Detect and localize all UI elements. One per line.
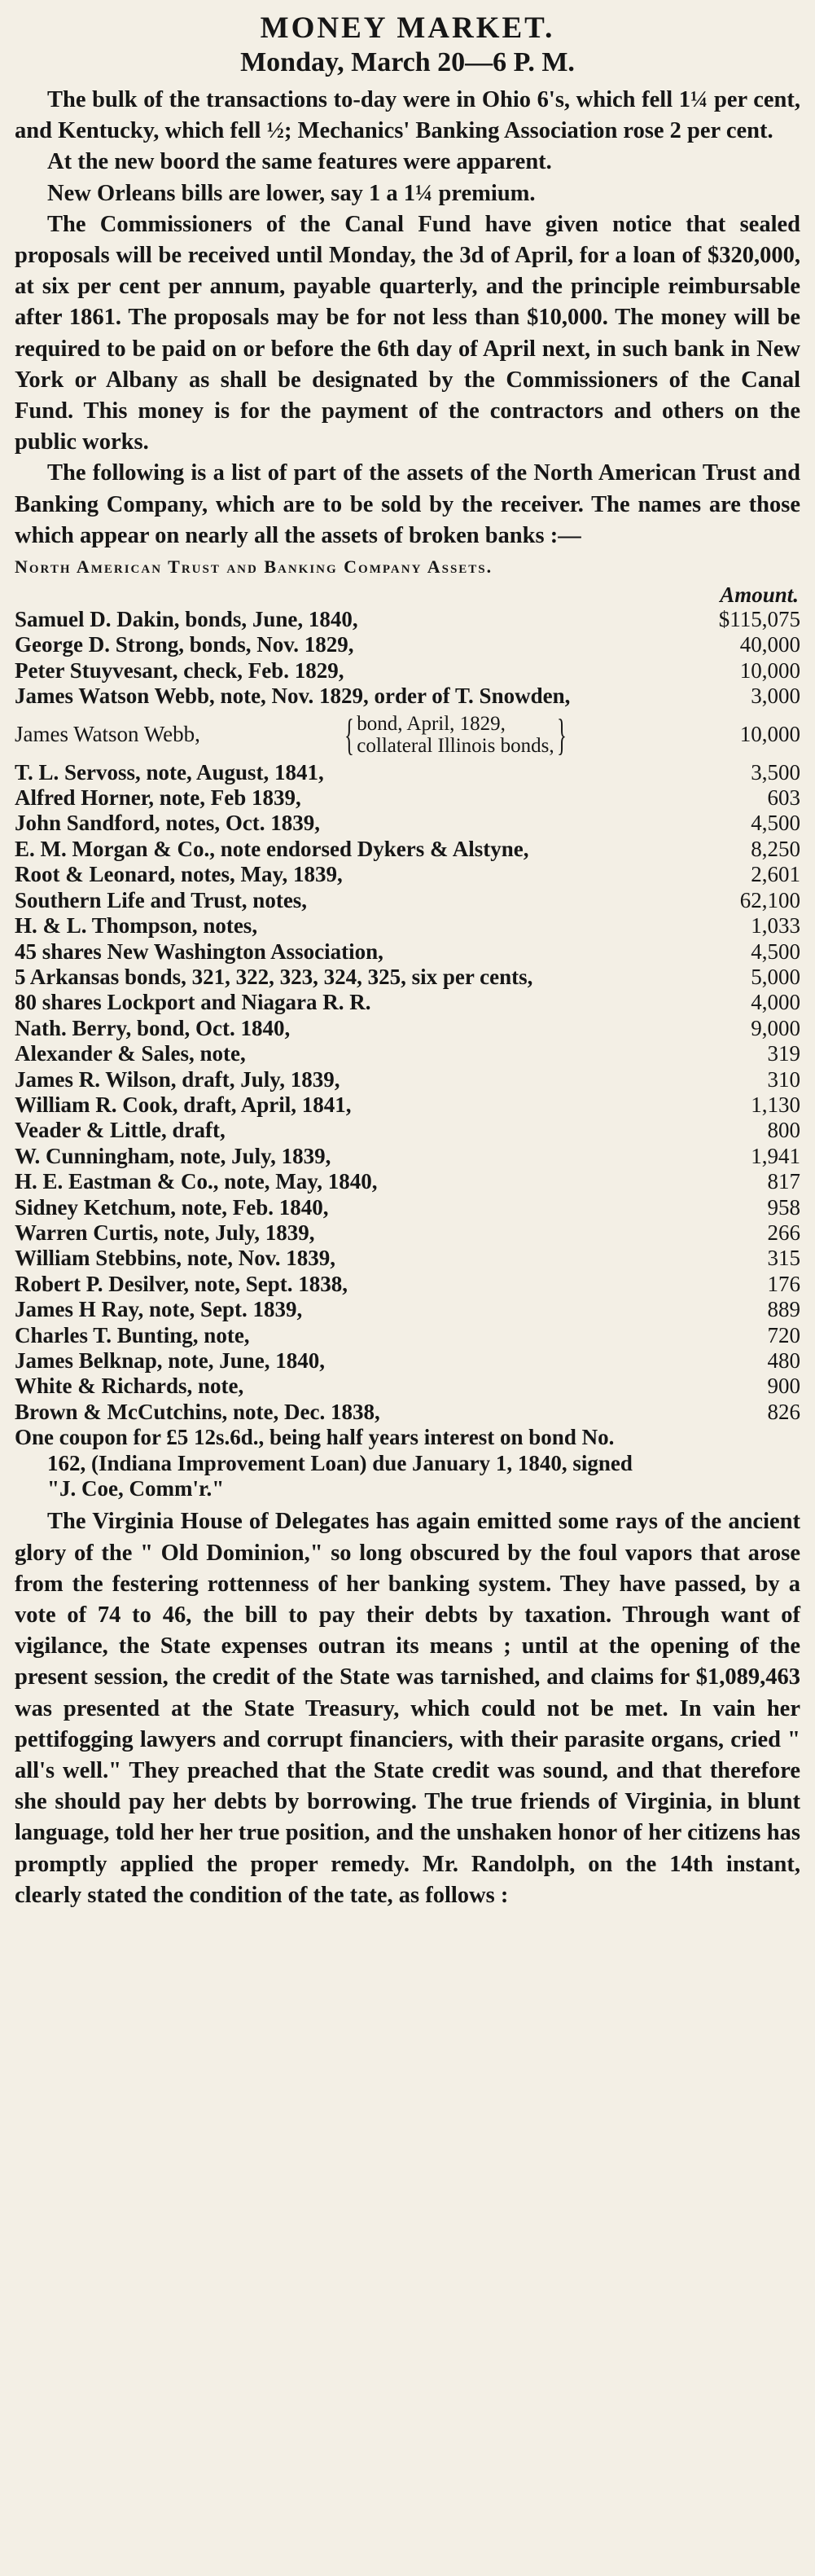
asset-row [15,965,800,990]
asset-name: Root & Leonard, notes, May, 1839, [15,862,343,887]
asset-amount: 3,000 [751,684,800,709]
asset-name: White & Richards, note, [15,1374,244,1399]
asset-row [15,1246,800,1271]
asset-name: Veader & Little, draft, [15,1118,226,1143]
asset-name: John Sandford, notes, Oct. 1839, [15,811,321,836]
asset-name: Nath. Berry, bond, Oct. 1840, [15,1015,291,1040]
asset-amount: 800 [767,1118,800,1143]
asset-row [15,1092,800,1118]
assets-heading: North American Trust and Banking Company Assets. [15,556,493,578]
asset-amount: 958 [767,1194,800,1220]
asset-name: W. Cunningham, note, July, 1839, [15,1143,331,1168]
asset-name: Peter Stuyvesant, check, Feb. 1829, [15,657,344,683]
asset-name: James Watson Webb, [15,721,200,746]
asset-amount: $115,075 [718,607,800,632]
asset-row [15,862,800,887]
asset-row [15,1348,800,1374]
asset-list [15,607,800,1501]
asset-amount: 5,000 [751,964,800,989]
asset-row [15,1016,800,1041]
paragraph-transactions: The bulk of the transactions to-day were in Ohio 6's, which fell 1¼ per cent, and Kentucky, which fell ½; Mechanics' Banking Association rose 2 per cent. [15,87,800,144]
asset-name: 5 Arkansas bonds, 321, 322, 323, 324, 325, six per cents, [15,964,533,989]
asset-rows-top [15,607,800,710]
asset-row [15,888,800,913]
asset-row [15,658,800,684]
asset-amount: 817 [767,1169,800,1194]
asset-row [15,1144,800,1169]
asset-name: 45 shares New Washington Association, [15,939,383,964]
asset-name: James Watson Webb, note, Nov. 1829, order of T. Snowden, [15,684,571,709]
paragraph-assets-intro: The following is a list of part of the assets of the North American Trust and Banking Company, which are to be sold by the receiver. The names are those which appear on nearly all the assets of broken banks :— [15,460,800,548]
asset-name: William R. Cook, draft, April, 1841, [15,1092,352,1117]
asset-name: Samuel D. Dakin, bonds, June, 1840, [15,607,358,632]
asset-amount: 40,000 [739,632,800,657]
asset-amount: 826 [767,1399,800,1424]
asset-row [15,1041,800,1066]
asset-row [15,939,800,965]
asset-name: Brown & McCutchins, note, Dec. 1838, [15,1399,380,1424]
asset-name: George D. Strong, bonds, Nov. 1829, [15,632,354,657]
asset-row [15,632,800,657]
asset-row [15,811,800,836]
asset-name: E. M. Morgan & Co., note endorsed Dykers & Alstyne, [15,836,529,861]
asset-name: H. & L. Thompson, notes, [15,913,258,939]
asset-amount: 480 [767,1348,800,1374]
asset-amount: 1,130 [751,1092,800,1117]
paragraph-canal-fund: The Commissioners of the Canal Fund have given notice that sealed proposals will be received until Monday, the 3d of April, for a loan of $320,000, at six per cent per annum, payable quarterly, and the principle reimbursable after 1861. The proposals may be for not less than $10,000. The money will be required to be paid on or before the 6th day of April next, in such bank in New York or Albany as shall be designated by the Commissioners of the Canal Fund. This money is for the payment of the contractors and others on the public works. [15,211,800,455]
asset-name: Robert P. Desilver, note, Sept. 1838, [15,1271,348,1296]
asset-name: Southern Life and Trust, notes, [15,887,308,912]
column-dateline: Monday, March 20—6 P. M. [240,47,575,77]
asset-row [15,1067,800,1092]
asset-amount: 8,250 [751,836,800,861]
asset-amount: 720 [767,1322,800,1347]
asset-row [15,1272,800,1297]
asset-amount: 889 [767,1297,800,1322]
asset-row [15,1169,800,1194]
asset-amount: 176 [767,1271,800,1296]
asset-amount: 1,941 [751,1143,800,1168]
asset-row [15,785,800,811]
asset-amount: 4,500 [751,939,800,964]
asset-row [15,607,800,632]
asset-row [15,1374,800,1399]
asset-rows-bottom [15,760,800,1426]
asset-name: 80 shares Lockport and Niagara R. R. [15,990,371,1015]
asset-row [15,990,800,1015]
asset-row [15,1118,800,1143]
asset-row [15,837,800,862]
asset-row [15,684,800,709]
coupon-text: One coupon for £5 12s.6d., being half years interest on bond No. 162, (Indiana Improvement Loan) due January 1, 1840, signed "J. Coe, Comm'r." [15,1425,633,1501]
asset-row [15,913,800,939]
asset-amount: 10,000 [739,721,800,746]
asset-name: Alexander & Sales, note, [15,1041,246,1066]
asset-name: H. E. Eastman & Co., note, May, 1840, [15,1169,378,1194]
column-title: MONEY MARKET. [260,11,555,45]
paragraph-new-orleans: New Orleans bills are lower, say 1 a 1¼ premium. [47,180,536,206]
asset-row [15,1195,800,1220]
asset-name: James H Ray, note, Sept. 1839, [15,1297,303,1322]
paragraph-new-board: At the new boord the same features were apparent. [47,149,552,175]
asset-amount: 1,033 [751,913,800,939]
asset-amount: 9,000 [751,1015,800,1040]
asset-name: Charles T. Bunting, note, [15,1322,250,1347]
asset-amount: 62,100 [739,887,800,912]
asset-name: Warren Curtis, note, July, 1839, [15,1220,315,1245]
bracket-line-2: collateral Illinois bonds, [357,734,554,757]
asset-name: Alfred Horner, note, Feb 1839, [15,785,301,811]
bracket-lines [357,713,554,757]
paragraph-virginia: The Virginia House of Delegates has again emitted some rays of the ancient glory of the " Old Dominion," so long obscured by the foul vapors that arose from the festering rottenness of her banking system. They have passed, by a vote of 74 to 46, the bill to pay their debts by taxation. Through want of vigilance, the State expenses outran its means ; until at the opening of the present session, the credit of the State was tarnished, and claims for $1,089,463 was presented at the State Treasury, which could not be met. In vain her pettifogging lawyers and corrupt financiers, with their parasite organs, cried " all's well." They preached that the State credit was sound, and that therefore she should pay her debts by borrowing. The true friends of Virginia, in blunt language, told her her true position, and the unshaken honor of her citizens has promptly applied the proper remedy. Mr. Randolph, on the 14th instant, clearly stated the condition of the tate, as follows : [15,1509,800,1908]
bracketed-detail [342,710,568,759]
asset-row [15,760,800,785]
bracket-line-1: bond, April, 1829, [357,712,506,735]
right-brace: } [556,710,567,759]
asset-amount: 319 [767,1041,800,1066]
asset-row [15,1400,800,1425]
asset-amount: 3,500 [751,759,800,785]
asset-row [15,1323,800,1348]
asset-row [15,1297,800,1322]
asset-name: William Stebbins, note, Nov. 1839, [15,1246,336,1271]
asset-row-coupon [15,1425,800,1501]
asset-row [15,1220,800,1246]
asset-name: T. L. Servoss, note, August, 1841, [15,759,324,785]
asset-amount: 2,601 [751,862,800,887]
asset-name: Sidney Ketchum, note, Feb. 1840, [15,1194,329,1220]
asset-amount: 10,000 [739,657,800,683]
amount-column-label: Amount. [720,582,799,608]
asset-amount: 4,000 [751,990,800,1015]
asset-name: James R. Wilson, draft, July, 1839, [15,1066,340,1092]
asset-amount: 900 [767,1374,800,1399]
asset-amount: 4,500 [751,811,800,836]
asset-amount: 603 [767,785,800,811]
asset-amount: 310 [767,1066,800,1092]
asset-amount: 266 [767,1220,800,1245]
asset-name: James Belknap, note, June, 1840, [15,1348,326,1374]
asset-row-webb-bond [15,710,800,760]
asset-amount: 315 [767,1246,800,1271]
left-brace: { [344,710,355,759]
